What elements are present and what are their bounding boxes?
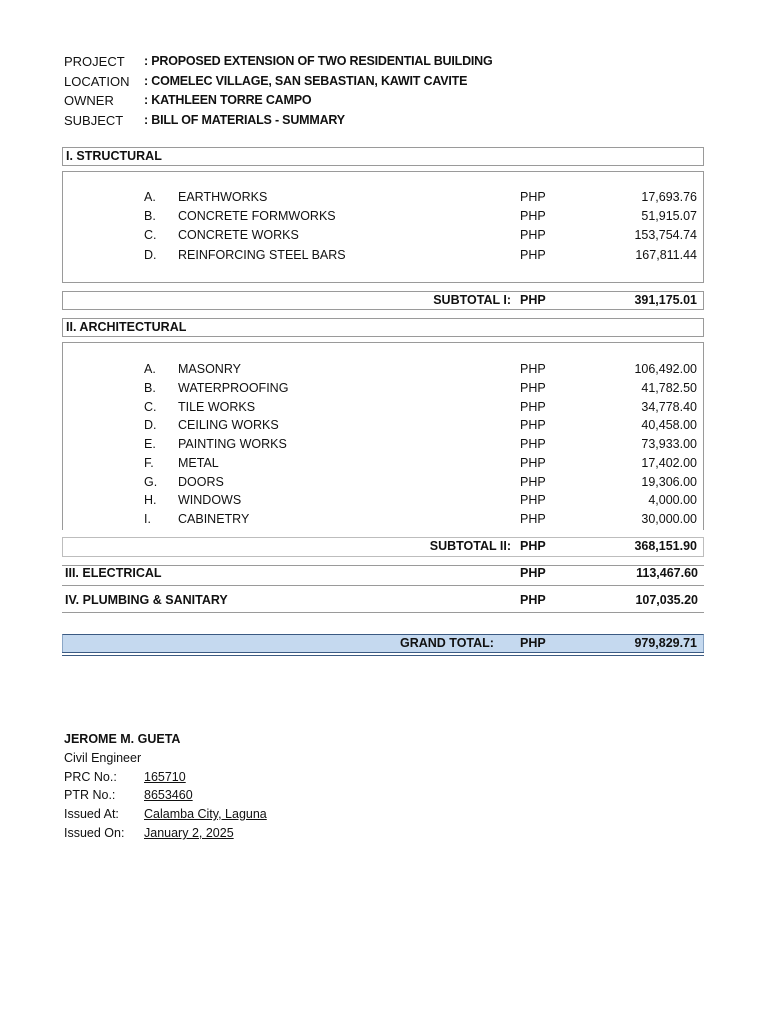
location-value: : COMELEC VILLAGE, SAN SEBASTIAN, KAWIT CAVITE <box>144 74 468 88</box>
table-row <box>63 493 703 511</box>
item-amount: 17,693.76 <box>641 190 697 204</box>
item-letter: C. <box>144 400 157 414</box>
subtotal-row <box>63 293 703 311</box>
item-name: PAINTING WORKS <box>178 437 287 451</box>
issued-at-value: Calamba City, Laguna <box>144 807 267 821</box>
grand-total-rule-bottom <box>62 655 704 656</box>
table-row <box>63 456 703 474</box>
owner-value: : KATHLEEN TORRE CAMPO <box>144 93 312 107</box>
subtotal-currency: PHP <box>520 293 546 307</box>
grand-total-currency: PHP <box>520 636 546 650</box>
subtotal-label: SUBTOTAL I: <box>433 293 511 307</box>
table-row <box>63 418 703 436</box>
item-name: WINDOWS <box>178 493 242 507</box>
architectural-title: II. ARCHITECTURAL <box>66 320 187 334</box>
item-amount: 4,000.00 <box>648 493 697 507</box>
item-name: CONCRETE FORMWORKS <box>178 209 336 223</box>
table-row <box>63 400 703 418</box>
item-currency: PHP <box>520 248 546 262</box>
subtotal-amount: 368,151.90 <box>634 539 697 553</box>
architectural-title-box <box>62 318 704 337</box>
item-name: METAL <box>178 456 219 470</box>
table-row <box>63 228 703 246</box>
item-amount: 73,933.00 <box>641 437 697 451</box>
item-currency: PHP <box>520 381 546 395</box>
item-amount: 167,811.44 <box>635 248 697 262</box>
structural-items-box <box>62 171 704 283</box>
subtotal-amount: 391,175.01 <box>634 293 697 307</box>
structural-title-box <box>62 147 704 166</box>
table-row <box>63 437 703 455</box>
structural-subtotal-box <box>62 291 704 310</box>
structural-title: I. STRUCTURAL <box>66 149 162 163</box>
item-amount: 30,000.00 <box>641 512 697 526</box>
prc-value: 165710 <box>144 770 186 784</box>
item-currency: PHP <box>520 362 546 376</box>
item-amount: 153,754.74 <box>634 228 697 242</box>
table-row <box>63 209 703 227</box>
divider <box>62 612 704 613</box>
item-letter: E. <box>144 437 156 451</box>
table-row <box>63 475 703 493</box>
grand-total-amount: 979,829.71 <box>634 636 697 650</box>
item-letter: C. <box>144 228 157 242</box>
ptr-label: PTR No.: <box>64 788 116 802</box>
item-amount: 40,458.00 <box>641 418 697 432</box>
item-amount: 17,402.00 <box>641 456 697 470</box>
item-currency: PHP <box>520 437 546 451</box>
subtotal-currency: PHP <box>520 539 546 553</box>
electrical-title: III. ELECTRICAL <box>65 566 162 580</box>
project-value: : PROPOSED EXTENSION OF TWO RESIDENTIAL BUILDING <box>144 54 493 68</box>
table-row <box>63 512 703 530</box>
electrical-row <box>62 566 704 584</box>
item-amount: 41,782.50 <box>641 381 697 395</box>
item-currency: PHP <box>520 190 546 204</box>
item-currency: PHP <box>520 209 546 223</box>
item-letter: D. <box>144 418 157 432</box>
item-letter: I. <box>144 512 151 526</box>
table-row <box>63 381 703 399</box>
architectural-items-box <box>62 342 704 530</box>
item-name: WATERPROOFING <box>178 381 289 395</box>
item-letter: H. <box>144 493 157 507</box>
item-currency: PHP <box>520 475 546 489</box>
grand-total-rule-top <box>62 652 704 653</box>
grand-total-label: GRAND TOTAL: <box>400 636 494 650</box>
table-row <box>63 190 703 208</box>
item-name: EARTHWORKS <box>178 190 268 204</box>
item-currency: PHP <box>520 228 546 242</box>
item-currency: PHP <box>520 512 546 526</box>
item-currency: PHP <box>520 456 546 470</box>
item-amount: 106,492.00 <box>634 362 697 376</box>
divider <box>62 585 704 586</box>
item-name: CEILING WORKS <box>178 418 279 432</box>
electrical-amount: 113,467.60 <box>636 566 698 580</box>
item-letter: B. <box>144 209 156 223</box>
table-row <box>63 362 703 380</box>
item-amount: 19,306.00 <box>641 475 697 489</box>
location-label: LOCATION <box>64 74 130 89</box>
item-letter: B. <box>144 381 156 395</box>
item-name: MASONRY <box>178 362 241 376</box>
item-currency: PHP <box>520 400 546 414</box>
prc-label: PRC No.: <box>64 770 117 784</box>
plumbing-currency: PHP <box>520 593 546 607</box>
issued-at-label: Issued At: <box>64 807 119 821</box>
item-currency: PHP <box>520 493 546 507</box>
issued-on-label: Issued On: <box>64 826 125 840</box>
item-letter: F. <box>144 456 154 470</box>
subject-value: : BILL OF MATERIALS - SUMMARY <box>144 113 345 127</box>
architectural-subtotal-box <box>62 537 704 557</box>
signatory-title: Civil Engineer <box>64 751 142 765</box>
item-name: REINFORCING STEEL BARS <box>178 248 346 262</box>
item-name: TILE WORKS <box>178 400 256 414</box>
item-letter: A. <box>144 190 156 204</box>
plumbing-row <box>62 593 704 611</box>
plumbing-amount: 107,035.20 <box>635 593 698 607</box>
item-name: CABINETRY <box>178 512 250 526</box>
item-letter: G. <box>144 475 158 489</box>
item-letter: D. <box>144 248 157 262</box>
electrical-currency: PHP <box>520 566 546 580</box>
subtotal-row <box>63 539 703 557</box>
table-row <box>63 248 703 266</box>
grand-total-bar <box>62 634 704 652</box>
item-amount: 34,778.40 <box>641 400 697 414</box>
item-name: CONCRETE WORKS <box>178 228 299 242</box>
item-letter: A. <box>144 362 156 376</box>
item-name: DOORS <box>178 475 224 489</box>
subject-label: SUBJECT <box>64 113 124 128</box>
signatory-name: JEROME M. GUETA <box>64 732 181 746</box>
project-label: PROJECT <box>64 54 125 69</box>
subtotal-label: SUBTOTAL II: <box>429 539 511 553</box>
item-currency: PHP <box>520 418 546 432</box>
item-amount: 51,915.07 <box>641 209 697 223</box>
plumbing-title: IV. PLUMBING & SANITARY <box>65 593 228 607</box>
issued-on-value: January 2, 2025 <box>144 826 234 840</box>
ptr-value: 8653460 <box>144 788 193 802</box>
owner-label: OWNER <box>64 93 114 108</box>
